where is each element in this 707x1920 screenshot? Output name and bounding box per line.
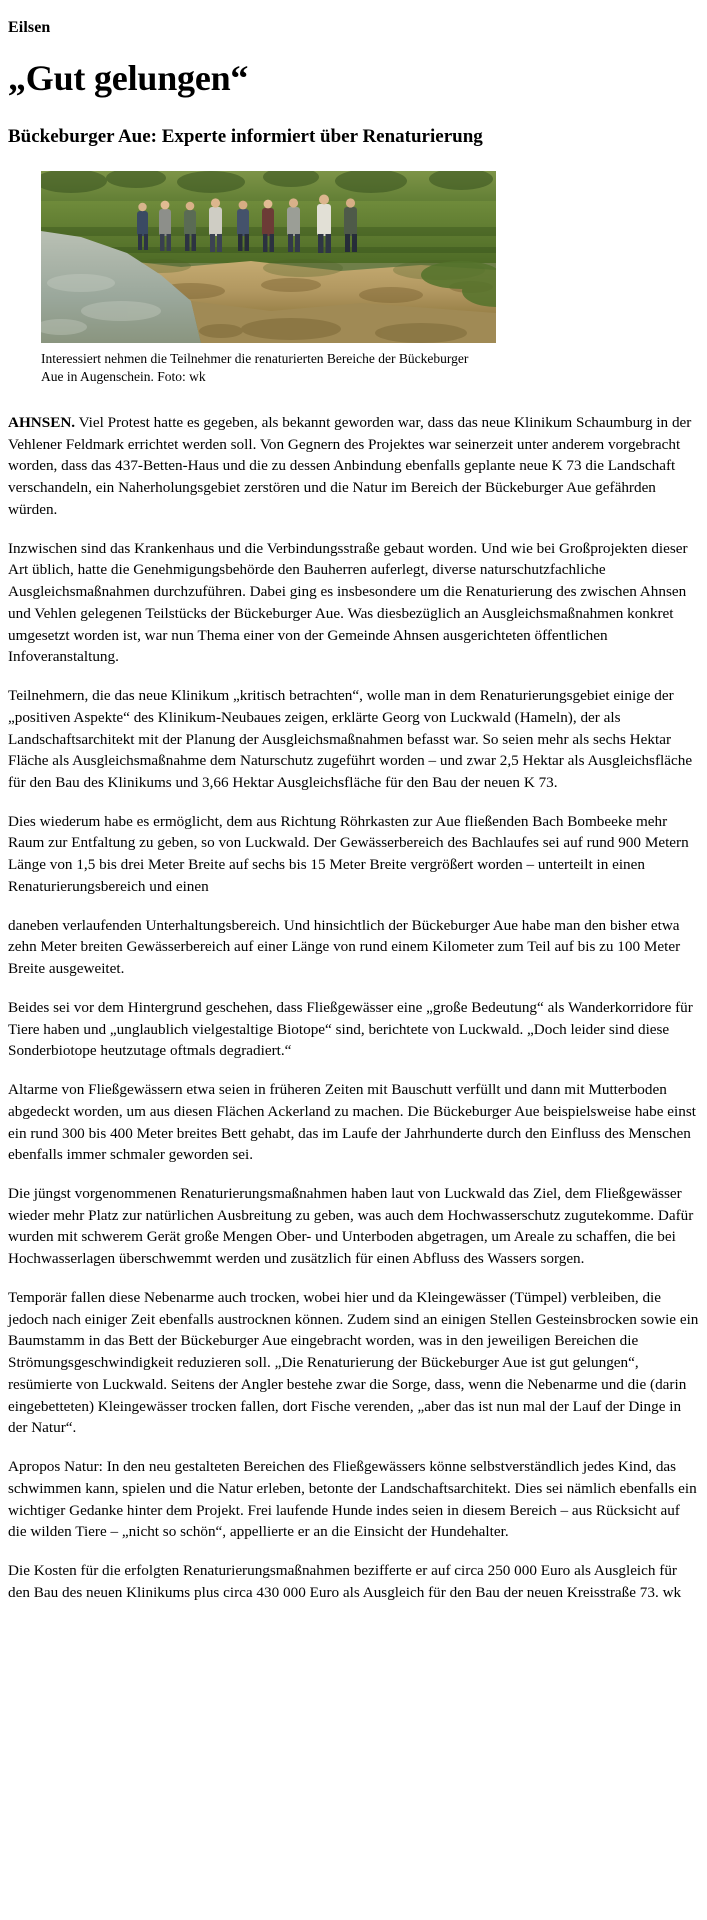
article-paragraph: Inzwischen sind das Krankenhaus und die Verbindungsstraße gebaut worden. Und wie bei Großprojekten dieser Art üblich, hatte die Genehmigungsbehörde den Bauherren auferlegt, diverse naturschutzfachliche Ausgleichsmaßnahmen durchzuführen. Dabei ging es insbesondere um die Renaturierung des zwischen Ahnsen und Vehlen gelegenen Teilstücks der Bückeburger Aue. Was diesbezüglich an Ausgleichsmaßnahmen konkret umgesetzt worden ist, war nun Thema einer von der Gemeinde Ahnsen ausgerichteten öffentlichen Infoveranstaltung. — [8, 539, 688, 666]
article-figure — [41, 171, 496, 386]
article-paragraph: Altarme von Fließgewässern etwa seien in früheren Zeiten mit Bauschutt verfüllt und dann mit Mutterboden abgedeckt worden, um aus diesen Flächen Ackerland zu machen. Die Bückeburger Aue beispielsweise habe einst ein rund 300 bis 400 Meter breites Bett gehabt, das im Laufe der Jahrhunderte durch den Einfluss des Menschen ebenfalls immer schmaler geworden sei. — [8, 1081, 696, 1164]
article-dateline: AHNSEN. — [8, 413, 76, 431]
article-paragraph: Beides sei vor dem Hintergrund geschehen, dass Fließgewässer eine „große Bedeutung“ als Wanderkorridore für Tiere haben und „unglaublich vielgestaltige Biotope“ sind, berichtete von Luckwald. „Doch leider sind diese Sonderbiotope heutzutage oftmals degradiert.“ — [8, 998, 693, 1060]
article-body — [8, 412, 699, 1604]
article-paragraph: daneben verlaufenden Unterhaltungsbereich. Und hinsichtlich der Bückeburger Aue habe man den bisher etwa zehn Meter breiten Gewässerbereich auf einer Länge von rund einem Kilometer zum Teil auf bis zu 100 Meter Breite ausgeweitet. — [8, 916, 681, 978]
article-paragraph-lead — [8, 412, 699, 521]
article-paragraph: Dies wiederum habe es ermöglicht, dem aus Richtung Röhrkasten zur Aue fließenden Bach Bombeeke mehr Raum zur Entfaltung zu geben, so von Luckwald. Der Gewässerbereich des Bachlaufes sei auf rund 900 Metern Länge von 1,5 bis drei Meter Breite auf sechs bis 15 Meter Breite vergrößert worden – unterteilt in einen Renaturierungsbereich und einen — [8, 812, 689, 895]
article-paragraph: Teilnehmern, die das neue Klinikum „kritisch betrachten“, wolle man in dem Renaturierungsgebiet einige der „positiven Aspekte“ des Klinikum-Neubaues zeigen, erklärte Georg von Luckwald (Hameln), der als Landschaftsarchitekt mit der Planung der Ausgleichsmaßnahmen befasst war. So seien mehr als sechs Hektar Fläche als Ausgleichsmaßnahme dem Naturschutz zugeführt worden – und zwar 2,5 Hektar als Ausgleichsfläche für den Bau des Klinikums und 3,66 Hektar Ausgleichsfläche für den Bau der neuen K 73. — [8, 687, 693, 791]
article-photo — [41, 171, 496, 343]
article-subheadline: Bückeburger Aue: Experte informiert über Renaturierung — [8, 125, 483, 147]
article-kicker: Eilsen — [8, 19, 51, 36]
page-title: „Gut gelungen“ — [8, 58, 249, 99]
article-paragraph: Apropos Natur: In den neu gestalteten Bereichen des Fließgewässers könne selbstverständlich jedes Kind, das schwimmen kann, spielen und die Natur erleben, betonte der Landschaftsarchitekt. Dies sei nämlich ebenfalls ein wichtiger Gedanke hinter dem Projekt. Frei laufende Hunde indes seien in diesem Bereich – aus Rücksicht auf die wilden Tiere – „nicht so schön“, appellierte er an die Einsicht der Hundehalter. — [8, 1458, 697, 1541]
figure-caption: Interessiert nehmen die Teilnehmer die renaturierten Bereiche der Bückeburger Aue in Augenschein. Foto: wk — [41, 350, 469, 384]
article-paragraph-text: Viel Protest hatte es gegeben, als bekannt geworden war, dass das neue Klinikum Schaumburg in der Vehlener Feldmark errichtet werden soll. Von Gegnern des Projektes war seinerzeit unter anderem vorgebracht worden, dass das 437-Betten-Haus und die zu dessen Anbindung ebenfalls geplante neue K 73 die Landschaft verschandeln, ein Naherholungsgebiet zerstören und die Natur im Bereich der Bückeburger Aue gefährden würden. — [8, 413, 692, 518]
article-paragraph: Temporär fallen diese Nebenarme auch trocken, wobei hier und da Kleingewässer (Tümpel) verbleiben, die jedoch nach einiger Zeit ebenfalls austrocknen können. Zudem sind an einigen Stellen Gesteinsbrocken sowie ein Baumstamm in das Bett der Bückeburger Aue eingebracht worden, was in den jeweiligen Bereichen die Strömungsgeschwindigkeit reduzieren soll. „Die Renaturierung der Bückeburger Aue ist gut gelungen“, resümierte von Luckwald. Seitens der Angler bestehe zwar die Sorge, dass, wenn die Nebenarme und die (darin eingebetteten) Kleingewässer trocken fallen, dort Fische verenden, „aber das ist nun mal der Lauf der Dinge in der Natur“. — [8, 1288, 699, 1437]
article-paragraph: Die jüngst vorgenommenen Renaturierungsmaßnahmen haben laut von Luckwald das Ziel, dem Fließgewässer wieder mehr Platz zur natürlichen Ausbreitung zu geben, was auch dem Hochwasserschutz zugutekomme. Dafür wurden mit schwerem Gerät große Mengen Ober- und Unterboden abgetragen, um Areale zu schaffen, die bei Hochwasserlagen überschwemmt werden und zusätzlich für einen Abfluss des Wassers sorgen. — [8, 1185, 694, 1268]
article-paragraph: Die Kosten für die erfolgten Renaturierungsmaßnahmen bezifferte er auf circa 250 000 Euro als Ausgleich für den Bau des neuen Klinikums plus circa 430 000 Euro als Ausgleich für den Bau der neuen Kreisstraße 73. wk — [8, 1562, 682, 1601]
